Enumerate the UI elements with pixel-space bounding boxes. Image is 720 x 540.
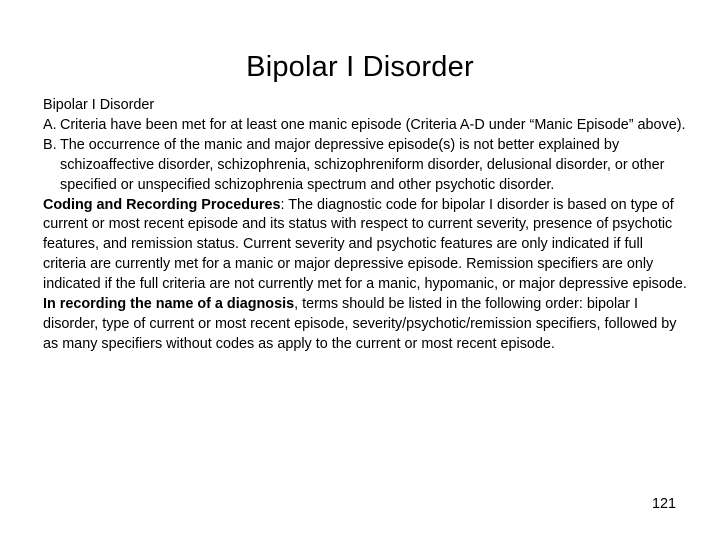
recording-text: , terms should be listed in the following order: bipolar I disorder, type of current or most recent episode, severity/psychotic/remission specifiers, followed by as many specifiers without codes as apply to the current or most recent episode. — [43, 296, 677, 352]
criterion-b-marker: B. — [43, 136, 57, 153]
criterion-a-marker: A. — [43, 116, 57, 133]
criterion-a-text: Criteria have been met for at least one manic episode (Criteria A-D under “Manic Episode” above). — [60, 116, 686, 133]
recording-heading: In recording the name of a diagnosis — [43, 296, 295, 313]
criterion-a — [43, 116, 688, 136]
coding-paragraph — [43, 196, 688, 296]
recording-paragraph — [43, 295, 688, 355]
page-number: 121 — [651, 496, 676, 512]
slide-body — [43, 96, 688, 355]
coding-heading: Coding and Recording Procedures — [43, 196, 281, 213]
coding-text: : The diagnostic code for bipolar I disorder is based on type of current or most recent episode and its status with respect to current severity, presence of psychotic features, and remission status. Current severity and psychotic features are only indicated if full criteria are currently met for a manic or major depressive episode. Remission specifiers are only indicated if the full criteria are not currently met for a manic, hypomanic, or major depressive episode. — [43, 196, 687, 293]
criterion-b — [43, 136, 688, 196]
section-subtitle: Bipolar I Disorder — [43, 97, 155, 113]
criterion-b-text: The occurrence of the manic and major depressive episode(s) is not better explained by schizoaffective disorder, schizophrenia, schizophreniform disorder, delusional disorder, or other specified or unspecified schizophrenia spectrum and other psychotic disorder. — [60, 136, 665, 193]
slide-title: Bipolar I Disorder — [246, 51, 474, 83]
